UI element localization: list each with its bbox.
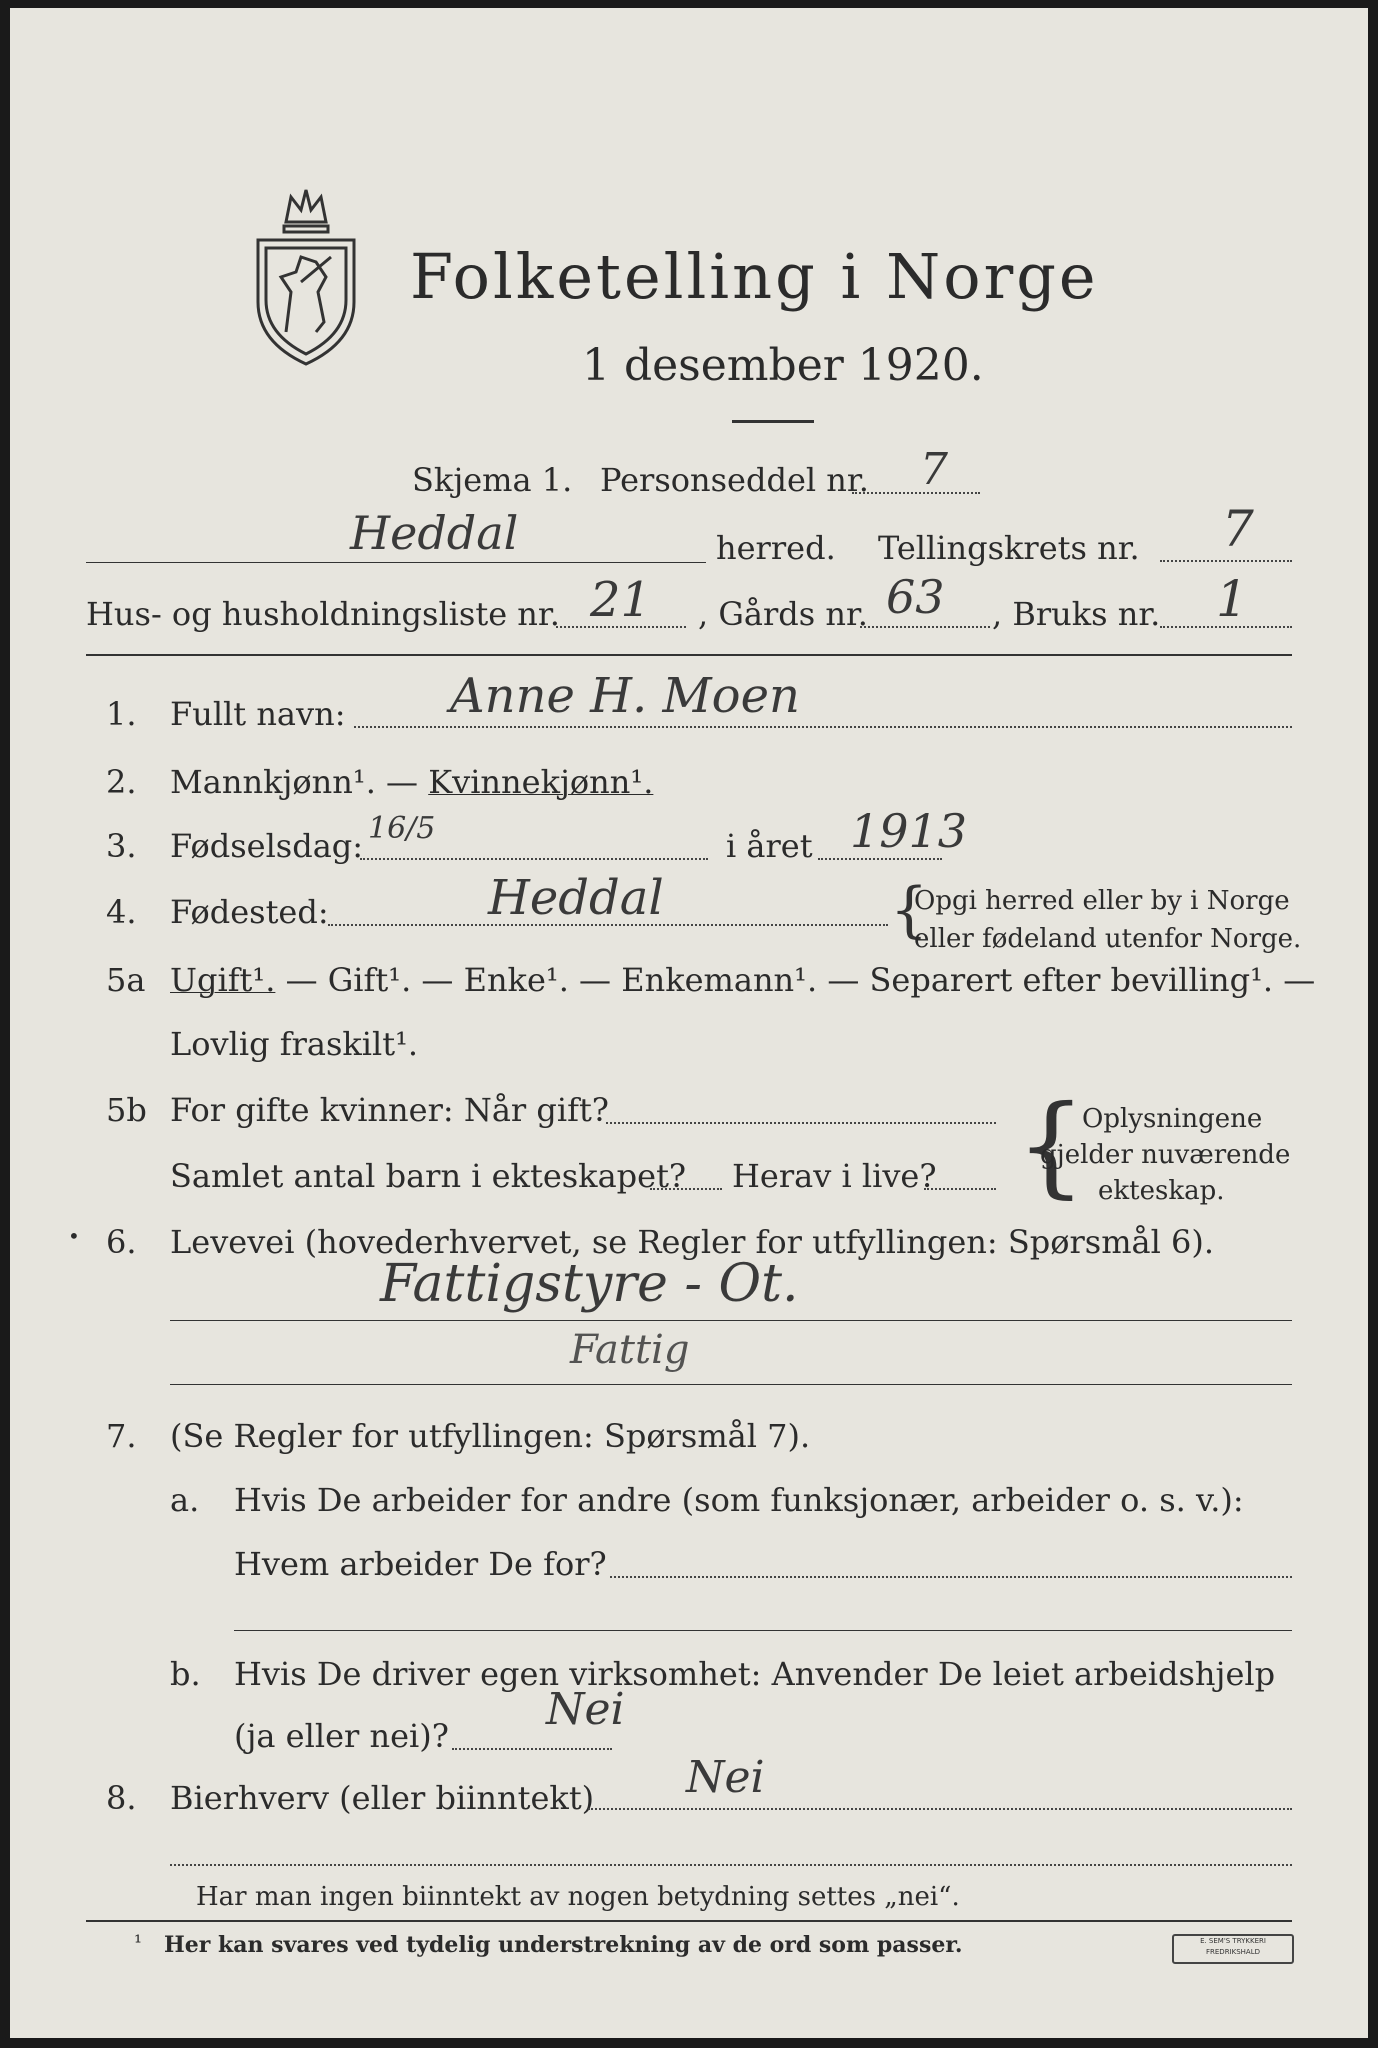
- q6-label: Levevei (hovederhvervet, se Regler for utfyllingen: Spørsmål 6).: [170, 1223, 1215, 1261]
- q3-label: Fødselsdag:: [170, 827, 364, 865]
- q5b-note-1: Oplysningene: [1082, 1104, 1263, 1134]
- q7b-line: [452, 1748, 612, 1750]
- q1-label: Fullt navn:: [170, 695, 346, 733]
- q7a-line-1: [610, 1576, 1292, 1578]
- q5a-line2[interactable]: Lovlig fraskilt¹.: [170, 1025, 419, 1063]
- header-divider: [86, 654, 1292, 656]
- q7a-line-2: [234, 1630, 1292, 1631]
- q6-value[interactable]: Fattigstyre - Ot.: [380, 1254, 799, 1314]
- q5b-note-2: gjelder nuværende: [1040, 1140, 1291, 1170]
- q2-number: 2.: [106, 763, 137, 801]
- norway-coat-of-arms-icon: [246, 182, 366, 372]
- q8-line-1: [588, 1808, 1292, 1810]
- footnote-text: Her kan svares ved tydelig understrekning av de ord som passer.: [164, 1932, 963, 1958]
- q2-kvinne[interactable]: Kvinnekjønn¹.: [428, 763, 654, 801]
- printer-stamp-line-1: E. SEM'S TRYKKERI: [1200, 1937, 1266, 1945]
- q5a-number: 5a: [106, 961, 146, 999]
- footnote-mark: ¹: [134, 1930, 143, 1954]
- title-divider: [732, 420, 814, 423]
- q5b-line-3: [924, 1188, 996, 1190]
- q3-number: 3.: [106, 827, 137, 865]
- footnote-divider: [86, 1920, 1292, 1922]
- q5b-brace: {: [1016, 1081, 1086, 1209]
- q7-number: 7.: [106, 1417, 137, 1455]
- q6-line-2: [170, 1384, 1292, 1385]
- q5b-label-3: Herav i live?: [732, 1157, 937, 1195]
- q5b-note-3: ekteskap.: [1098, 1176, 1225, 1206]
- q1-number: 1.: [106, 695, 137, 733]
- personseddel-label: Personseddel nr.: [600, 461, 869, 499]
- tellingskrets-value[interactable]: 7: [1222, 500, 1254, 558]
- q8-value[interactable]: Nei: [686, 1752, 765, 1803]
- q8-label: Bierhverv (eller biinntekt): [170, 1779, 595, 1817]
- q3-value[interactable]: 16/5: [368, 811, 436, 846]
- q4-brace: {: [890, 875, 929, 945]
- herred-line: [86, 562, 706, 563]
- herred-value[interactable]: Heddal: [350, 506, 519, 560]
- gards-label: , Gårds nr.: [698, 595, 868, 633]
- form-date: 1 desember 1920.: [582, 340, 984, 391]
- q6-line-1: [170, 1320, 1292, 1321]
- q5b-label-1: For gifte kvinner: Når gift?: [170, 1091, 609, 1129]
- printer-stamp-line-2: FREDRIKSHALD: [1205, 1948, 1260, 1956]
- q2-mann[interactable]: Mannkjønn¹.: [170, 763, 376, 801]
- q4-note-2: eller fødeland utenfor Norge.: [914, 924, 1302, 954]
- bruks-value[interactable]: 1: [1216, 570, 1248, 628]
- q7-label: (Se Regler for utfyllingen: Spørsmål 7).: [170, 1417, 811, 1455]
- gards-line: [860, 626, 990, 628]
- q2-options: [170, 763, 654, 801]
- q1-value[interactable]: Anne H. Moen: [450, 668, 800, 724]
- q5a-options: [170, 961, 1316, 999]
- q4-value[interactable]: Heddal: [488, 870, 664, 926]
- tellingskrets-label: Tellingskrets nr.: [878, 529, 1140, 567]
- q5b-line-2: [650, 1188, 722, 1190]
- q7b-label-1: Hvis De driver egen virksomhet: Anvender De leiet arbeidshjelp: [234, 1655, 1276, 1693]
- q7b-value[interactable]: Nei: [546, 1684, 625, 1735]
- q8-number: 8.: [106, 1779, 137, 1817]
- q5b-line-1: [606, 1122, 996, 1124]
- q3-year-label: i året: [726, 827, 813, 865]
- husholdningsliste-label: Hus- og husholdningsliste nr.: [86, 595, 560, 633]
- q4-number: 4.: [106, 893, 137, 931]
- q7a-label-1: Hvis De arbeider for andre (som funksjonær, arbeider o. s. v.):: [234, 1481, 1244, 1519]
- q3-year-line: [818, 858, 942, 860]
- personseddel-line: [852, 492, 980, 494]
- printer-stamp: [1172, 1934, 1294, 1964]
- q2-separator: —: [375, 763, 429, 801]
- tellingskrets-line: [1160, 560, 1292, 562]
- q5b-number: 5b: [106, 1091, 147, 1129]
- q7a-label-2: Hvem arbeider De for?: [234, 1545, 607, 1583]
- gards-value[interactable]: 63: [886, 570, 945, 624]
- husholdningsliste-value[interactable]: 21: [590, 572, 652, 628]
- form-title: Folketelling i Norge: [410, 240, 1099, 313]
- q7b-label-2: (ja eller nei)?: [234, 1717, 449, 1755]
- q6-number: 6.: [106, 1223, 137, 1261]
- q6-value-2[interactable]: Fattig: [570, 1327, 690, 1373]
- skjema-label: Skjema 1.: [412, 461, 573, 499]
- q5b-label-2: Samlet antal barn i ekteskapet?: [170, 1157, 687, 1195]
- biinntekt-note: Har man ingen biinntekt av nogen betydning settes „nei“.: [196, 1882, 960, 1912]
- q6-bullet: •: [68, 1224, 80, 1248]
- q3-year-value[interactable]: 1913: [850, 804, 968, 858]
- q8-line-2: [170, 1864, 1292, 1866]
- q5a-other-options[interactable]: — Gift¹. — Enke¹. — Enkemann¹. — Separert efter bevilling¹. —: [275, 961, 1316, 999]
- q1-line: [354, 726, 1292, 728]
- q5a-ugift[interactable]: Ugift¹.: [170, 961, 276, 999]
- q4-label: Fødested:: [170, 893, 329, 931]
- q4-note-1: Opgi herred eller by i Norge: [914, 886, 1290, 916]
- herred-label: herred.: [716, 529, 836, 567]
- q7b-number: b.: [170, 1655, 201, 1693]
- personseddel-value[interactable]: 7: [920, 444, 948, 495]
- census-form: [10, 8, 1368, 2038]
- q7a-number: a.: [170, 1481, 200, 1519]
- bruks-label: , Bruks nr.: [992, 595, 1161, 633]
- q3-line: [360, 858, 708, 860]
